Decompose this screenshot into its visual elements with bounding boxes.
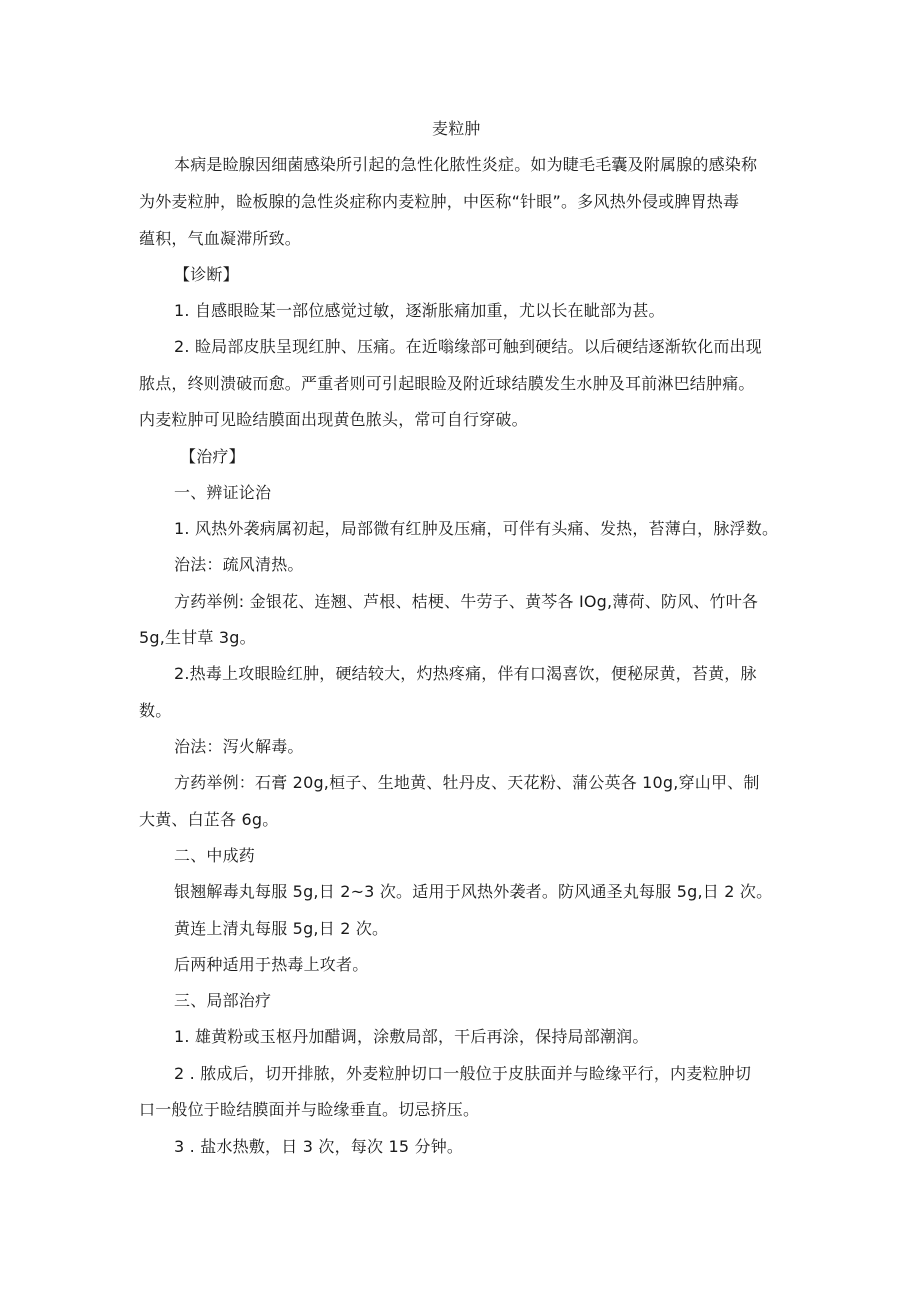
section-1-method-1: 治法：疏风清热。 (174, 555, 304, 574)
section-3-item-2-line-1: 2 . 脓成后，切开排脓，外麦粒肿切口一般位于皮肤面并与睑缘平行，内麦粒肿切 (174, 1064, 752, 1083)
section-1-heading: 一、辨证论治 (174, 483, 272, 502)
section-3-item-2-line-2: 口一般位于睑结膜面并与睑缘垂直。切忌挤压。 (139, 1100, 480, 1119)
section-1-item-2-line-1: 2.热毒上攻眼睑红肿，硬结较大，灼热疼痛，伴有口渴喜饮，便秘尿黄，苔黄，脉 (174, 664, 757, 683)
diagnosis-heading: 【诊断】 (174, 265, 239, 284)
diagnosis-item-1: 1. 自感眼睑某一部位感觉过敏，逐渐胀痛加重，尤以长在眦部为甚。 (174, 301, 665, 320)
diagnosis-item-2-line-3: 内麦粒肿可见睑结膜面出现黄色脓头，常可自行穿破。 (139, 410, 528, 429)
section-2-heading: 二、中成药 (174, 846, 256, 865)
section-2-line-3: 后两种适用于热毒上攻者。 (174, 955, 369, 974)
diagnosis-item-2-line-2: 脓点，终则溃破而愈。严重者则可引起眼睑及附近球结膜发生水肿及耳前淋巴结肿痛。 (139, 374, 755, 393)
section-1-formula-1-line-2: 5g,生甘草 3g。 (139, 628, 256, 647)
section-2-line-2: 黄连上清丸每服 5g,日 2 次。 (174, 919, 389, 938)
section-1-formula-2-line-2: 大黄、白芷各 6g。 (139, 810, 279, 829)
section-3-heading: 三、局部治疗 (174, 991, 272, 1010)
section-3-item-3: 3 . 盐水热敷，日 3 次，每次 15 分钟。 (174, 1137, 464, 1156)
intro-line-3: 蕴积，气血凝滞所致。 (139, 229, 302, 248)
intro-line-1: 本病是睑腺因细菌感染所引起的急性化脓性炎症。如为睫毛毛囊及附属腺的感染称 (174, 155, 758, 174)
intro-line-2: 为外麦粒肿，睑板腺的急性炎症称内麦粒肿，中医称“针眼”。多风热外侵或脾胃热毒 (139, 192, 740, 211)
page-title: 麦粒肿 (432, 119, 481, 138)
section-1-item-1: 1. 风热外袭病属初起，局部微有红肿及压痛，可伴有头痛、发热，苔薄白，脉浮数。 (174, 519, 779, 538)
section-1-formula-1-line-1: 方药举例: 金银花、连翘、芦根、桔梗、牛劳子、黄芩各 IOg,薄荷、防风、竹叶各 (174, 592, 759, 611)
treatment-heading: 【治疗】 (180, 447, 245, 466)
section-3-item-1: 1. 雄黄粉或玉枢丹加醋调，涂敷局部，干后再涂，保持局部潮润。 (174, 1027, 649, 1046)
section-2-line-1: 银翘解毒丸每服 5g,日 2~3 次。适用于风热外袭者。防风通圣丸每服 5g,日 2 次。 (174, 882, 773, 901)
diagnosis-item-2-line-1: 2. 睑局部皮肤呈现红肿、压痛。在近嗡缘部可触到硬结。以后硬结逐渐软化而出现 (174, 337, 762, 356)
section-1-method-2: 治法：泻火解毒。 (174, 737, 304, 756)
section-1-formula-2-line-1: 方药举例：石膏 20g,桓子、生地黄、牡丹皮、天花粉、蒲公英各 10g,穿山甲、制 (174, 773, 760, 792)
section-1-item-2-line-2: 数。 (139, 701, 172, 720)
